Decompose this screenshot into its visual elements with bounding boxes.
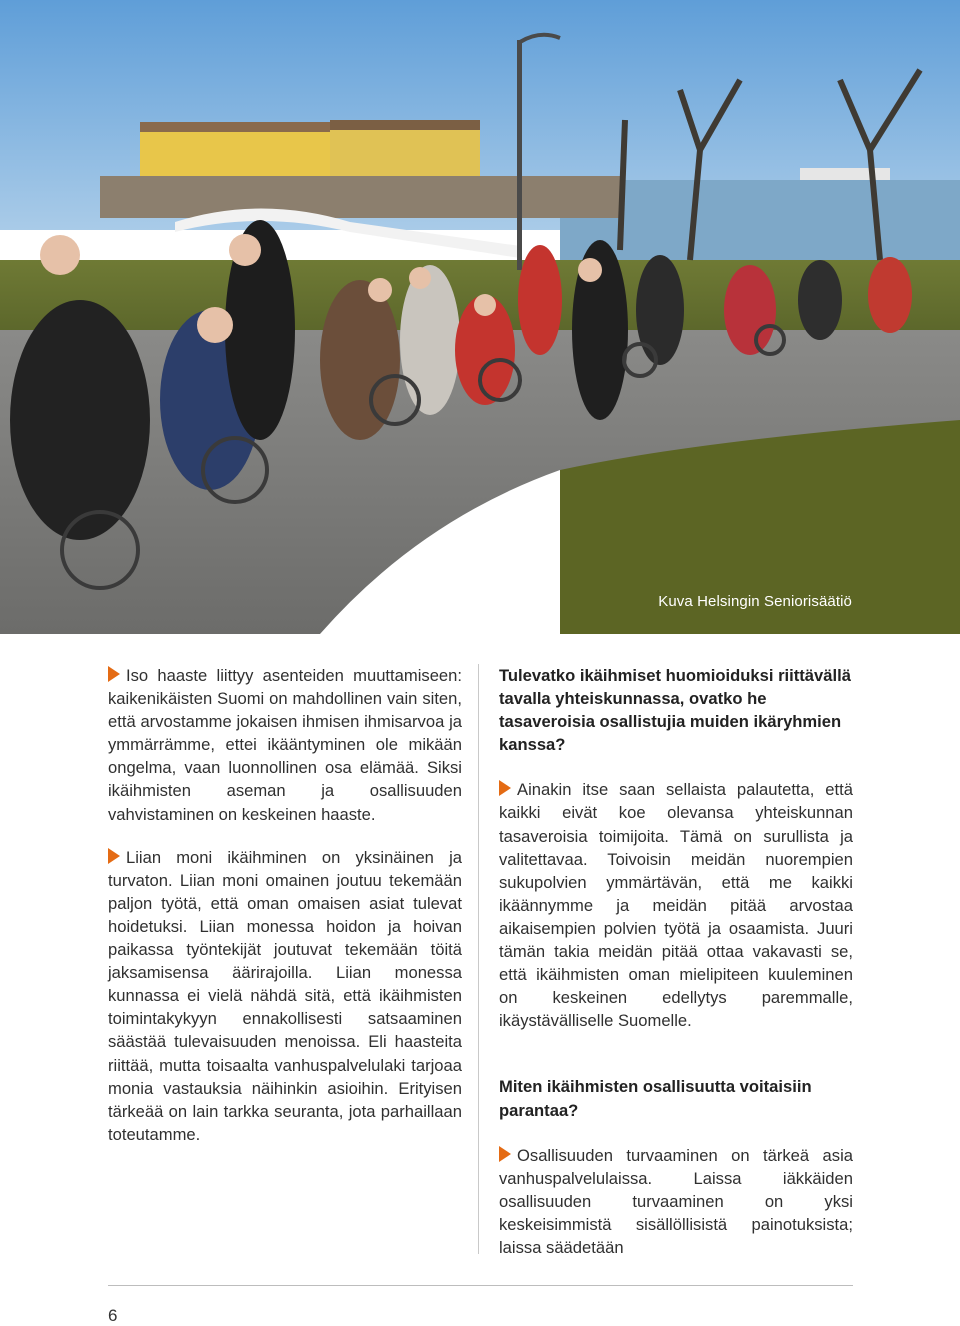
right-heading-2: Miten ikäihmisten osallisuutta voitaisiin parantaa?: [499, 1077, 812, 1120]
photo-image: [0, 0, 960, 634]
arrow-bullet-icon: [108, 666, 120, 682]
page-number: 6: [108, 1306, 118, 1325]
left-paragraph-2: Liian moni ikäihminen on yksinäinen ja turvaton. Liian moni omainen joutuu tekemään paljon työtä, että oman omaisen asiat tulevat hoidetuksi. Liian monessa hoidon ja hoivan paikassa työntekijät joutuvat tekemään töitä jaksamisensa äärirajoilla. Liian monessa kunnassa ei vielä nähdä sitä, että ikäihmisten toimintakykyyn ennakollisesti satsaaminen säästää tulevaisuuden menoissa. Eli haasteita riittää, mutta toisaalta vanhuspalvelulaki tarjoaa monia vastauksia näihinkin asioihin. Erityisen tärkeää on lain tarkka seuranta, jota parhaillaan toteutamme.: [108, 847, 462, 1144]
arrow-bullet-icon: [499, 780, 511, 796]
column-divider: [478, 664, 479, 1254]
footer-rule: [108, 1285, 853, 1286]
photo-illustration: [0, 0, 960, 634]
left-paragraph-1: Iso haaste liittyy asenteiden muuttamiseen: kaikenikäisten Suomi on mahdollinen vain siten, että arvostamme jokaisen ihmisen ihmisarvoa ja ymmärrämme, ettei ikääntyminen ole mikään ongelma, vaan luonnollinen osa elämää. Siksi ikäihmisten aseman ja osallisuuden vahvistaminen on keskeinen haaste.: [108, 666, 462, 824]
left-column: [108, 664, 462, 1146]
arrow-bullet-icon: [108, 848, 120, 864]
right-paragraph-2: Osallisuuden turvaaminen on tärkeä asia vanhuspalvelulaissa. Laissa iäkkäiden osallisuuden turvaaminen on yksi keskeisimmistä sisällöllisistä painotuksista; laissa säädetään: [499, 1145, 853, 1257]
right-paragraph-1: Ainakin itse saan sellaista palautetta, että kaikki eivät koe olevansa yhteiskunnan tasaveroisia toimijoita. Tämä on surullista ja valitettavaa. Toivoisin meidän nuorempien sukupolvien ymmärtävän, että me kaikki ikäännymme ja meidän pitää arvostaa aikaisempien polvien työtä ja osaamista. Juuri tämän takia meidän pitää ottaa vakavasti se, että ikäihmisten oman mielipiteen kuuleminen on keskeinen edellytys paremmalle, ikäystävälliselle Suomelle.: [499, 780, 853, 1031]
arrow-bullet-icon: [499, 1146, 511, 1162]
photo-caption: Kuva Helsingin Seniorisäätiö: [658, 593, 852, 610]
right-column: [499, 664, 853, 1259]
right-heading-1: Tulevatko ikäihmiset huomioiduksi riittävällä tavalla yhteiskunnassa, ovatko he tasaveroisia osallistujia muiden ikäryhmien kanssa?: [499, 666, 851, 755]
